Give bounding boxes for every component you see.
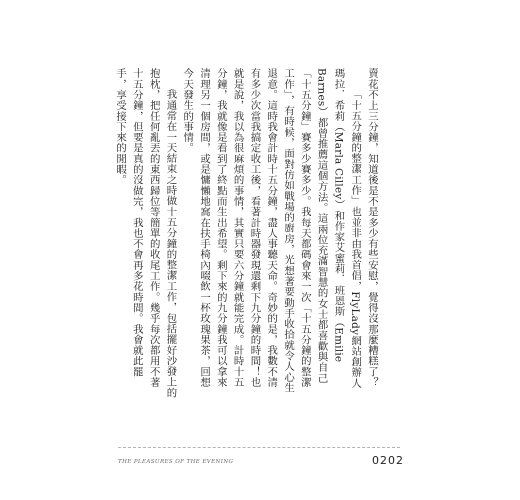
- running-title: THE PLEASURES OF THE EVENING: [118, 459, 234, 465]
- footer-divider: [118, 447, 400, 448]
- body-paragraph: 「十五分鐘的整潔工作」也並非由我首倡，FlyLady網站創辦人瑪拉．希莉（Marla Cilley）和作家艾蜜莉．班恩斯（Emilie Barnes）都曾推薦這個方法。這兩位充滿智慧的女士都喜歡與自己「十五分鐘」賽多少賽多少。我每天都碼會來一次「十五分鐘的整潔工作」，有時候，面對仿如戰場的廚房，光想著要動手收拾就令人心生退意。這時我會計時十五分鐘，盡人事聽天命。奇妙的是，我數不清有多少次當我搞定收工後，看著計時器發現還剩下九分鐘的時間！也就是說，我以為很麻煩的事情，其實只要六分鐘就能完成。計時十五分鐘，我就像是看到了終點而生出希望。剩下來的九分鐘我可以拿來清理另一個房間，或是慵懶地窩在扶手椅內啜飲一杯玫瑰果茶，回想今天發生的事情。: [181, 68, 362, 393]
- body-paragraph: 賣花不上三分鐘，知道後是不是多少有些安慰，覺得沒那麼糟糕了？: [366, 68, 378, 388]
- page-number: 0202: [372, 454, 404, 467]
- body-paragraph: 我通常在一天結束之時做十五分鐘的整潔工作，包括擺好沙發上的抱枕，把任何亂丟的東西歸位等簡單的收尾工作。幾乎每次都用不著十五分鐘，但要是真的沒做完，我也不會再多花時間。我會就此罷手，享受接下來的閒暇。: [114, 68, 177, 398]
- page-body-text: [114, 68, 380, 398]
